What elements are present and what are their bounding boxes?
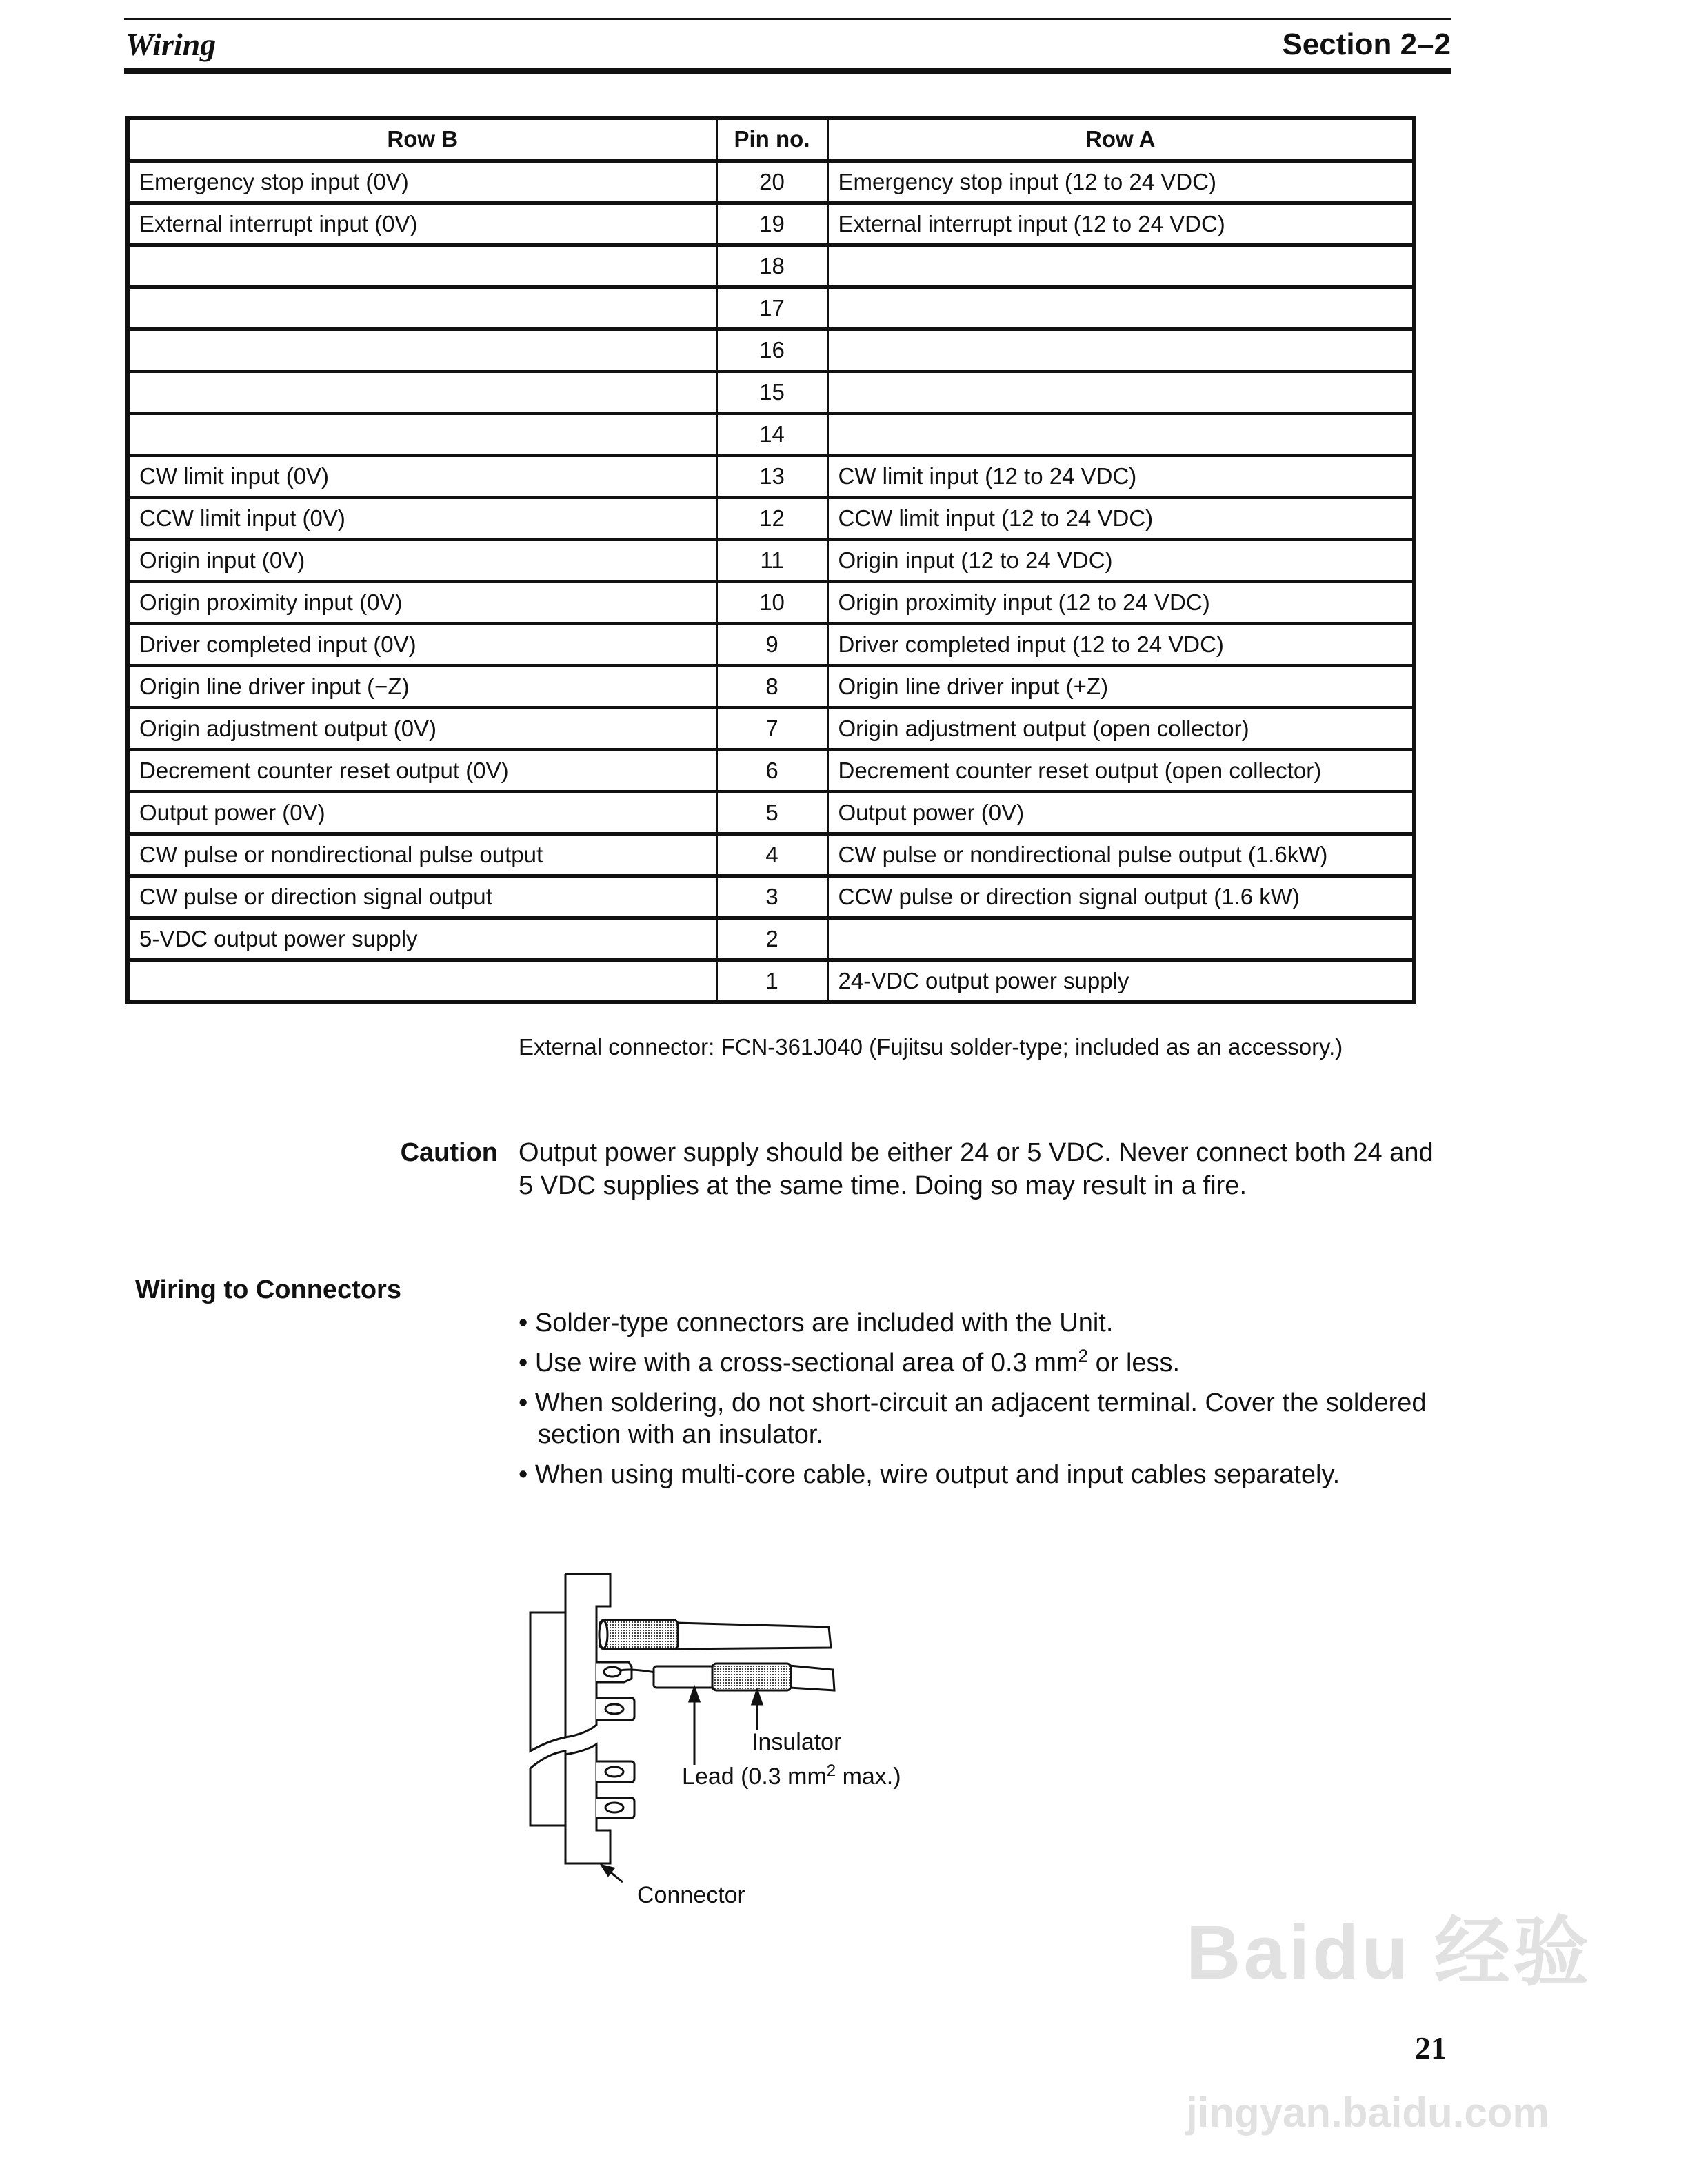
table-row (128, 540, 1414, 582)
row-b-cell (128, 330, 716, 372)
row-a-cell (827, 918, 1414, 960)
table-row (128, 287, 1414, 330)
table-row (128, 203, 1414, 245)
pin-number-cell: 12 (716, 498, 827, 540)
row-b-cell: Origin proximity input (0V) (128, 582, 716, 624)
table-header-row (128, 118, 1414, 161)
pin-number-cell: 11 (716, 540, 827, 582)
page-number: 21 (1415, 2030, 1447, 2065)
row-b-cell: 5-VDC output power supply (128, 918, 716, 960)
table-row (128, 834, 1414, 876)
table-row (128, 372, 1414, 414)
section-number: Section 2–2 (1282, 28, 1451, 61)
caution-label: Caution (400, 1138, 498, 1167)
pin-number-cell: 9 (716, 624, 827, 666)
connector-label: Connector (637, 1882, 745, 1908)
wire-soldered (621, 1664, 834, 1690)
row-b-cell: CCW limit input (0V) (128, 498, 716, 540)
header-row-a: Row A (827, 118, 1414, 161)
row-b-cell (128, 960, 716, 1003)
row-a-cell: Driver completed input (12 to 24 VDC) (827, 624, 1414, 666)
pin-number-cell: 16 (716, 330, 827, 372)
row-a-cell: CW limit input (12 to 24 VDC) (827, 456, 1414, 498)
watermark-logo: Baidu 经验 (1186, 1910, 1592, 1995)
external-connector-note: External connector: FCN-361J040 (Fujitsu solder-type; included as an accessory.) (519, 1034, 1343, 1060)
row-b-cell: Emergency stop input (0V) (128, 161, 716, 203)
row-a-cell (827, 414, 1414, 456)
row-b-cell: External interrupt input (0V) (128, 203, 716, 245)
solder-terminals (596, 1662, 634, 1818)
bullet-item (519, 1459, 1443, 1490)
row-b-cell: Origin input (0V) (128, 540, 716, 582)
bullet-text: • Solder-type connectors are included with the Unit. (519, 1308, 1114, 1337)
watermark-url: jingyan.baidu.com (1186, 2090, 1549, 2136)
table-row (128, 792, 1414, 834)
caution-text: Output power supply should be either 24 or 5 VDC. Never connect both 24 and 5 VDC supplies at the same time. Doing so may result in a fire. (519, 1138, 1434, 1200)
row-a-cell: CW pulse or nondirectional pulse output (1.6kW) (827, 834, 1414, 876)
bullet-item (519, 1347, 1443, 1379)
pin-number-cell: 17 (716, 287, 827, 330)
table-row (128, 624, 1414, 666)
table-row (128, 582, 1414, 624)
pin-assignment-table (125, 116, 1416, 1004)
table-row (128, 666, 1414, 708)
pin-number-cell: 6 (716, 750, 827, 792)
pin-number-cell: 15 (716, 372, 827, 414)
row-a-cell: 24-VDC output power supply (827, 960, 1414, 1003)
pin-number-cell: 4 (716, 834, 827, 876)
pin-number-cell: 7 (716, 708, 827, 750)
header-pin-no: Pin no. (716, 118, 827, 161)
insulator-label: Insulator (752, 1729, 842, 1755)
bullet-text: • Use wire with a cross-sectional area of 0.3 mm (519, 1348, 1078, 1377)
table-row (128, 414, 1414, 456)
pin-number-cell: 13 (716, 456, 827, 498)
row-b-cell (128, 372, 716, 414)
pin-number-cell: 20 (716, 161, 827, 203)
header-top-rule (124, 18, 1451, 20)
bullet-item (519, 1387, 1443, 1450)
row-b-cell: Origin adjustment output (0V) (128, 708, 716, 750)
bullet-text: or less. (1088, 1348, 1180, 1377)
row-a-cell (827, 287, 1414, 330)
row-b-cell (128, 287, 716, 330)
row-a-cell: CCW limit input (12 to 24 VDC) (827, 498, 1414, 540)
row-a-cell: Origin line driver input (+Z) (827, 666, 1414, 708)
wire-top (599, 1620, 831, 1649)
pin-number-cell: 8 (716, 666, 827, 708)
row-b-cell (128, 414, 716, 456)
row-a-cell (827, 330, 1414, 372)
row-a-cell (827, 245, 1414, 287)
row-b-cell: Decrement counter reset output (0V) (128, 750, 716, 792)
pin-number-cell: 2 (716, 918, 827, 960)
row-a-cell: Origin adjustment output (open collector) (827, 708, 1414, 750)
row-a-cell: Output power (0V) (827, 792, 1414, 834)
pin-number-cell: 18 (716, 245, 827, 287)
table-row (128, 245, 1414, 287)
table-row (128, 161, 1414, 203)
row-b-cell: Driver completed input (0V) (128, 624, 716, 666)
row-b-cell: CW pulse or direction signal output (128, 876, 716, 918)
row-a-cell: External interrupt input (12 to 24 VDC) (827, 203, 1414, 245)
connector-wiring-diagram (510, 1544, 993, 1985)
row-a-cell: Origin proximity input (12 to 24 VDC) (827, 582, 1414, 624)
table-row (128, 498, 1414, 540)
pin-number-cell: 14 (716, 414, 827, 456)
table-row (128, 708, 1414, 750)
pin-number-cell: 10 (716, 582, 827, 624)
row-a-cell: Decrement counter reset output (open collector) (827, 750, 1414, 792)
pin-number-cell: 3 (716, 876, 827, 918)
wiring-to-connectors-heading: Wiring to Connectors (135, 1275, 401, 1304)
wiring-bullet-list (519, 1307, 1443, 1499)
row-a-cell (827, 372, 1414, 414)
pin-number-cell: 5 (716, 792, 827, 834)
table-row (128, 960, 1414, 1003)
table-row (128, 456, 1414, 498)
row-a-cell: Origin input (12 to 24 VDC) (827, 540, 1414, 582)
row-b-cell (128, 245, 716, 287)
row-b-cell: CW pulse or nondirectional pulse output (128, 834, 716, 876)
pin-number-cell: 19 (716, 203, 827, 245)
bullet-text: • When soldering, do not short-circuit an adjacent terminal. Cover the soldered section with an insulator. (519, 1388, 1427, 1449)
pin-number-cell: 1 (716, 960, 827, 1003)
table-row (128, 918, 1414, 960)
bullet-text: • When using multi-core cable, wire output and input cables separately. (519, 1460, 1340, 1489)
superscript: 2 (1078, 1345, 1089, 1366)
lead-label: Lead (0.3 $mm^2$ max.) (682, 1761, 901, 1790)
row-b-cell: CW limit input (0V) (128, 456, 716, 498)
bullet-item (519, 1307, 1443, 1339)
header-row-b: Row B (128, 118, 716, 161)
chapter-title: Wiring (125, 27, 217, 62)
row-b-cell: Origin line driver input (−Z) (128, 666, 716, 708)
table-row (128, 750, 1414, 792)
row-b-cell: Output power (0V) (128, 792, 716, 834)
table-row (128, 876, 1414, 918)
header-bottom-rule (124, 68, 1451, 74)
table-row (128, 330, 1414, 372)
row-a-cell: CCW pulse or direction signal output (1.6 kW) (827, 876, 1414, 918)
row-a-cell: Emergency stop input (12 to 24 VDC) (827, 161, 1414, 203)
